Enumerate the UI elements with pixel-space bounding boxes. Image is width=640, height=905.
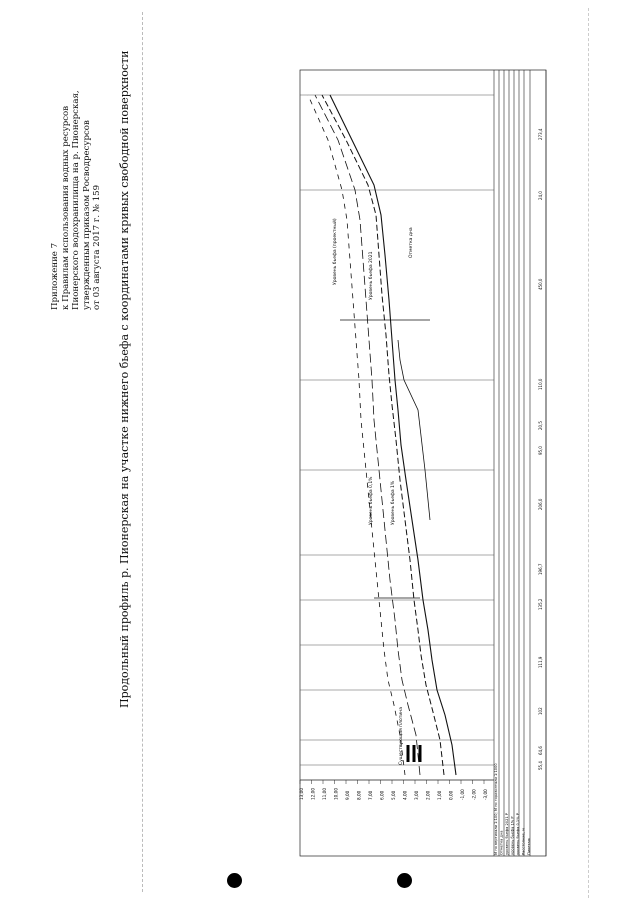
elevation-tick-label: 9,00	[345, 790, 350, 800]
level-2021-curve	[322, 95, 444, 775]
distance-value: 64,6	[538, 746, 543, 755]
elevation-tick-label: 1,00	[437, 790, 442, 800]
header-line: к Правилам использования водных ресурсов	[60, 105, 71, 310]
elevation-tick-label: 8,00	[356, 790, 362, 800]
table-row-label: М по вертикали 1:100; М по горизонтали 1:1000	[494, 763, 498, 855]
distance-value: 110,0	[538, 378, 543, 390]
elevation-tick-label: 12,00	[310, 788, 316, 800]
document-title: Продольный профиль р. Пионерская на участке нижнего бьефа с координатами кривых свободной поверхности	[118, 50, 131, 708]
distance-value: 135,2	[538, 598, 543, 610]
header-line: утвержденным приказом Росводресурсов	[81, 120, 92, 310]
elevation-tick-label: 0,00	[448, 790, 454, 800]
table-row-labels	[494, 763, 531, 855]
annotation-level-2021: Уровень бьефа 2021	[369, 251, 374, 300]
annotation-bed-line: Отметка дна	[409, 227, 414, 258]
header-line: от 03 августа 2017 г. № 159	[92, 184, 102, 310]
bed-line	[330, 95, 456, 775]
distance-value: 55,4	[538, 761, 543, 770]
elevation-tick-label: -3,00	[483, 789, 488, 800]
elevation-tick-label: 2,00	[425, 790, 431, 800]
level-1-curve	[315, 95, 420, 775]
elevation-tick-label: 11,00	[322, 788, 327, 800]
table-row-label: Отметка дна	[499, 830, 504, 855]
elevation-tick-label: 6,00	[379, 790, 385, 800]
elevation-tick-label: -1,00	[460, 789, 465, 800]
distance-value: 24,0	[538, 191, 543, 200]
distance-value: 206,0	[538, 498, 543, 510]
table-row-label: Пикетаж	[527, 838, 531, 855]
distance-value: 196,7	[538, 563, 543, 575]
distance-value: 20,5	[538, 421, 543, 430]
elevation-tick-label: 13,00	[299, 788, 304, 800]
distance-value: 95,0	[538, 446, 543, 455]
profile-table	[494, 70, 546, 856]
distance-labels	[538, 128, 543, 770]
distance-value: 111,9	[538, 656, 543, 668]
header-line: Приложение 7	[50, 242, 60, 310]
elevation-tick-label: 7,00	[368, 790, 373, 800]
annotation-level-01: Уровень бьефа 0,1%	[369, 476, 374, 525]
annotation-level-1: Уровень бьефа 1%	[391, 480, 396, 525]
table-row-label: уровень бьефа 1% P	[510, 816, 515, 855]
elevation-tick-label: 10,00	[333, 788, 339, 800]
station-lines	[300, 95, 494, 780]
elevation-tick-label: 4,00	[402, 790, 408, 800]
annotation-dam: Существующая плотина	[399, 707, 404, 765]
distance-value: 273,4	[538, 128, 543, 140]
elevation-tick-label: -2,00	[471, 789, 477, 800]
table-row-label: уровень бьефа 2021 P	[505, 813, 509, 855]
level-01-curve	[308, 95, 405, 775]
elevation-tick-label: 3,00	[414, 790, 419, 800]
table-row-label: Расстояние, м	[521, 828, 526, 855]
elevation-tick-label: 5,00	[391, 790, 396, 800]
header-line: Пионерского водохранилища на р. Пионерская,	[71, 90, 81, 310]
design-level-curve	[398, 340, 430, 520]
distance-value: 102	[538, 707, 543, 715]
elevation-ticks	[299, 780, 488, 800]
annotation-design-level: Уровень бьефа (проектный)	[333, 218, 338, 285]
distance-value: 450,0	[538, 278, 543, 290]
table-row-label: уровень бьефа 0,1% P	[516, 813, 520, 855]
